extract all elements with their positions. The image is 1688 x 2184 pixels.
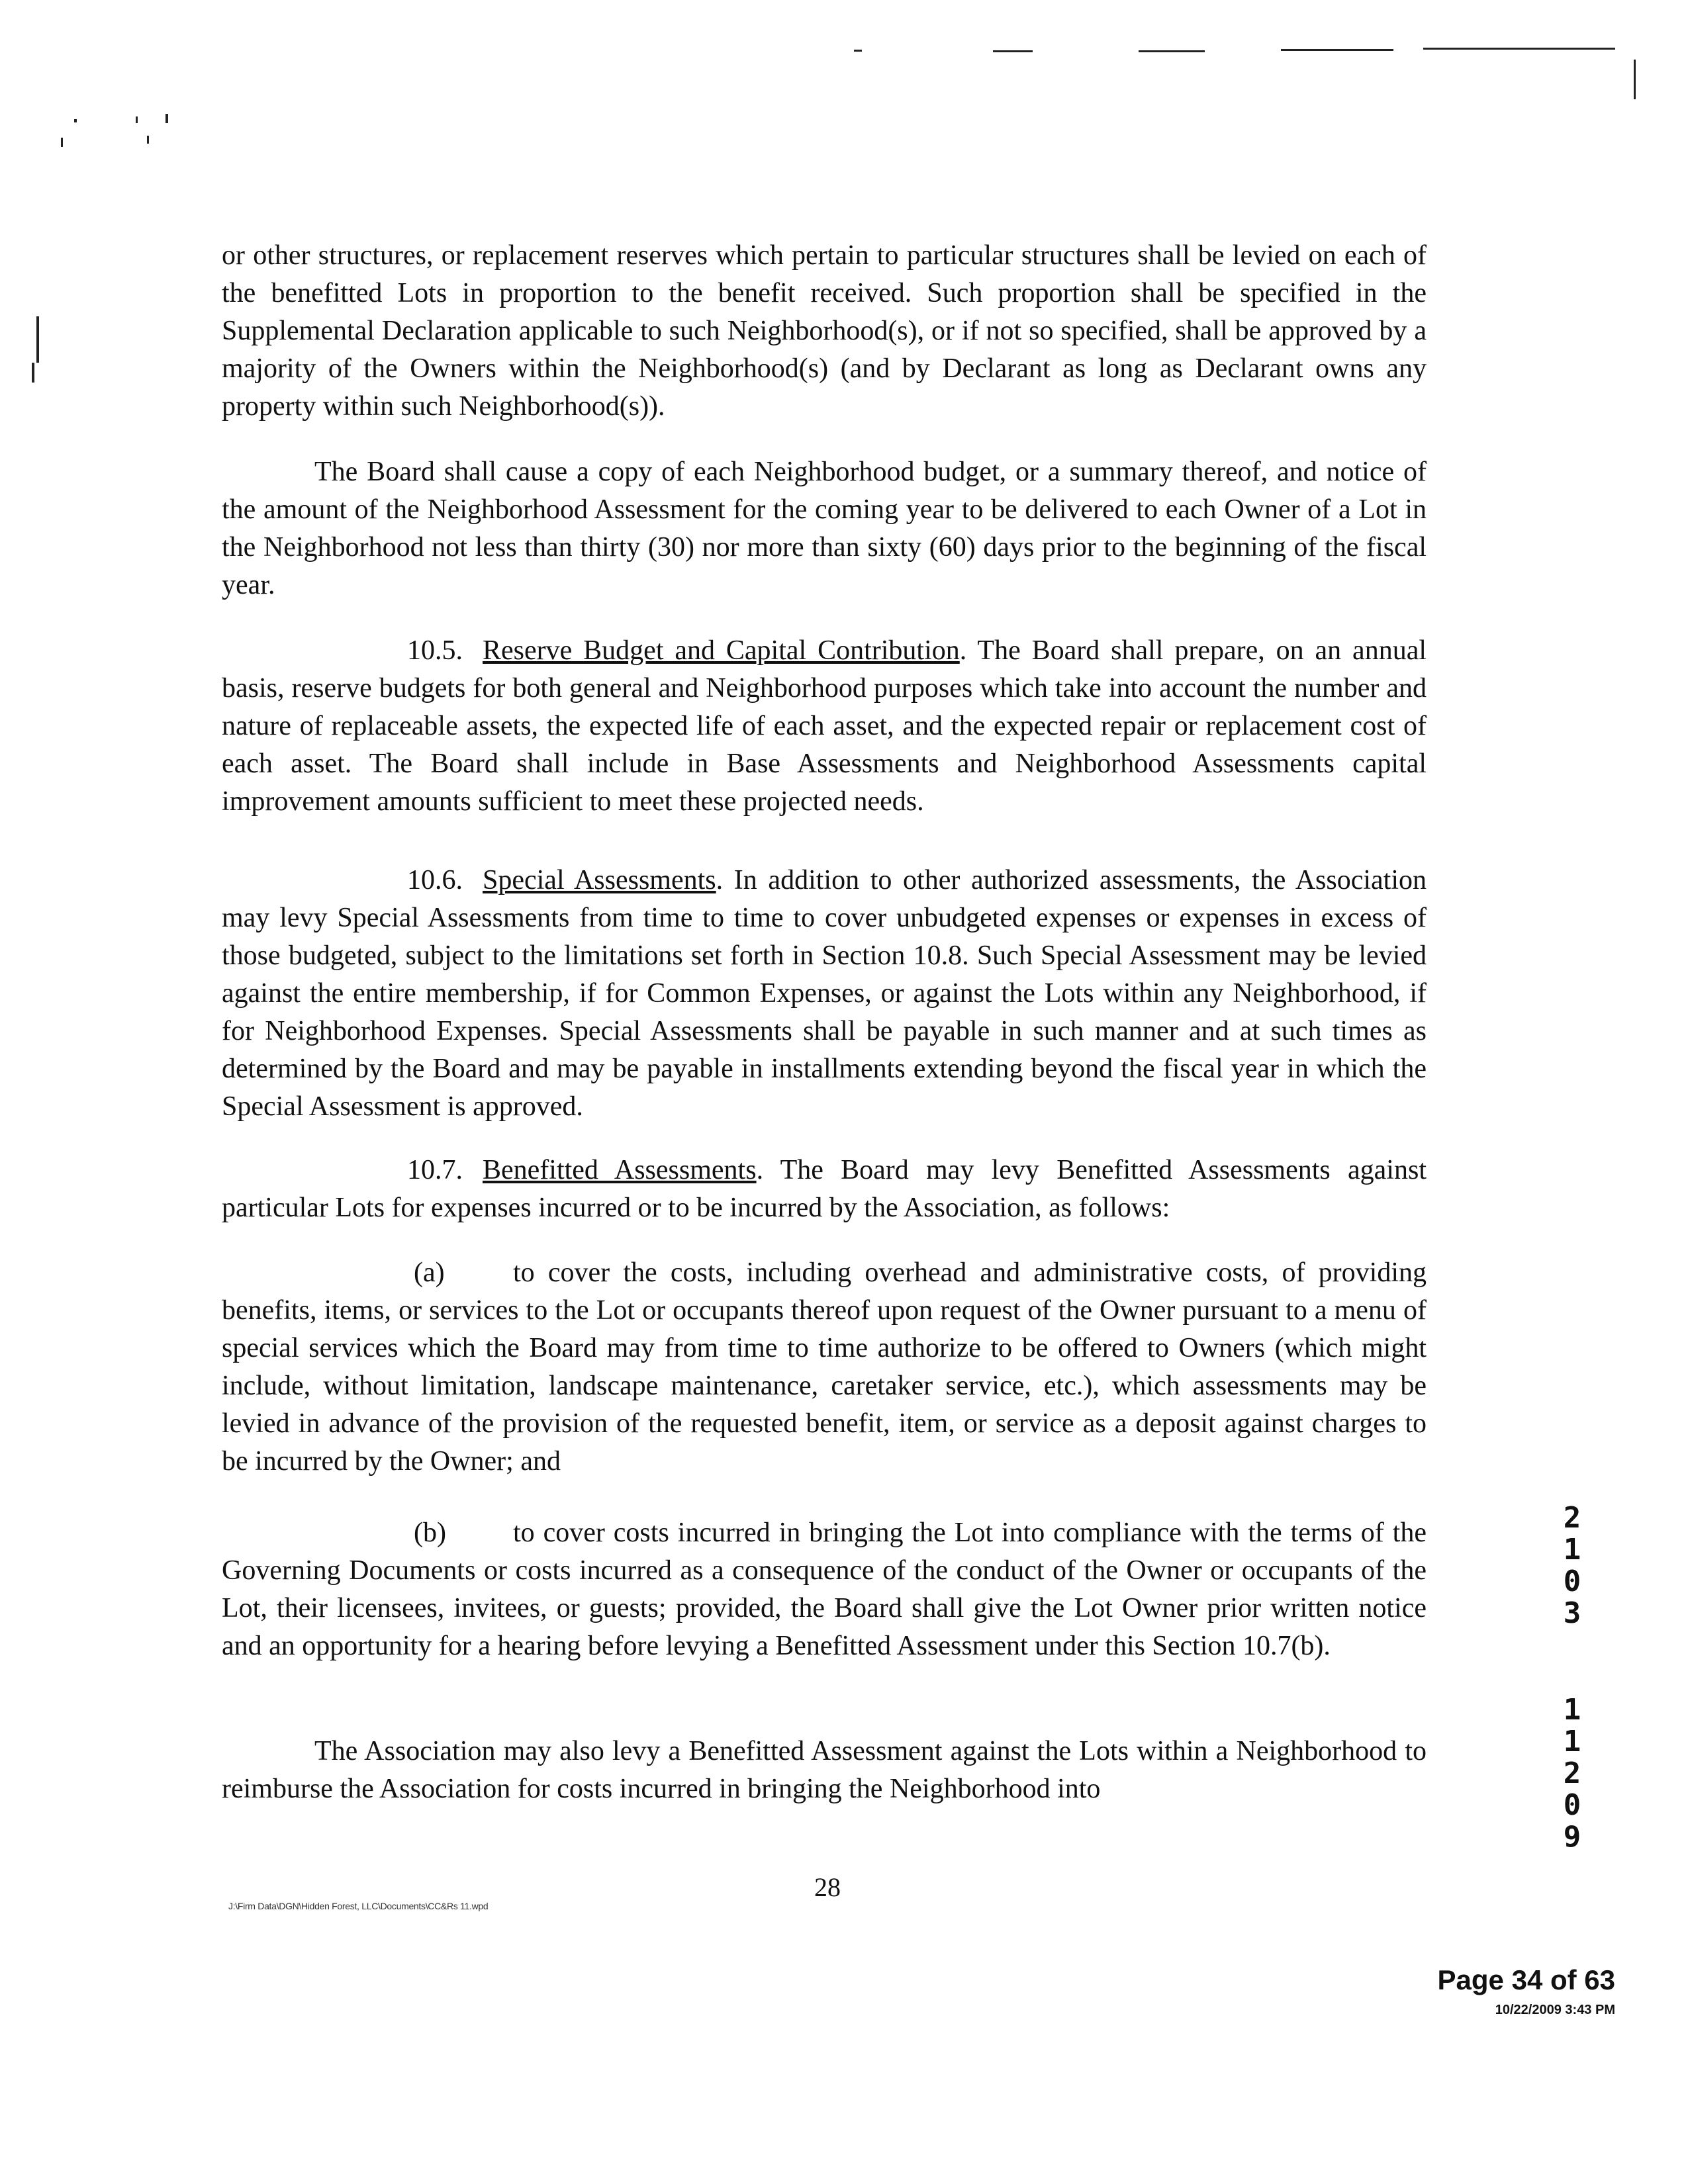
section-body: . In addition to other authorized assessments, the Association may levy Special Assessments from time to time to cover unbudgeted expenses or expenses in excess of those budgeted, subject to the limitations set forth in Section 10.8. Such Special Assessment may be levied against the entire membership, if for Common Expenses, or against the Lots within any Neighborhood, if for Neighborhood Expenses. Special Assessments shall be payable in such manner and at such times as determined by the Board and may be payable in installments extending beyond the fiscal year in which the Special Assessment is approved.: [222, 865, 1427, 1122]
scan-line-top: [854, 50, 862, 52]
print-timestamp: 10/22/2009 3:43 PM: [1495, 2003, 1615, 2017]
section-10-5: [222, 632, 1427, 821]
subitem-label: (b): [414, 1518, 446, 1548]
recording-digit: 0: [1563, 1565, 1581, 1598]
closing-paragraph: The Association may also levy a Benefitted Assessment against the Lots within a Neighborhood to reimburse the Association for costs incurred in bringing the Neighborhood into: [222, 1736, 1427, 1804]
recording-digit: 3: [1563, 1596, 1581, 1630]
scan-speck: [74, 119, 77, 122]
scan-speck: [61, 138, 63, 147]
subitem-a: [222, 1254, 1427, 1480]
recording-number-top: [1556, 1502, 1589, 1629]
paragraph-budget-notice: The Board shall cause a copy of each Neighborhood budget, or a summary thereof, and notice of the amount of the Neighborhood Assessment for the coming year to be delivered to each Owner of a Lot in the Neighborhood not less than thirty (30) nor more than sixty (60) days prior to the beginning of the fiscal year.: [222, 457, 1427, 600]
recording-digit: 1: [1563, 1693, 1581, 1727]
section-10-7: [222, 1152, 1427, 1227]
recording-digit: 2: [1563, 1756, 1581, 1790]
scan-speck: [136, 116, 138, 123]
recording-digit: 0: [1563, 1788, 1581, 1822]
section-heading: Special Assessments: [483, 865, 716, 895]
scan-line-top: [993, 50, 1033, 52]
revision-bar: [36, 316, 39, 363]
scan-line-top: [1139, 50, 1205, 52]
file-path: J:\Firm Data\DGN\Hidden Forest, LLC\Documents\CC&Rs 11.wpd: [228, 1901, 489, 1911]
scan-speck: [147, 136, 149, 144]
page-number: 28: [814, 1872, 841, 1902]
section-number: 10.7.: [407, 1155, 463, 1185]
recording-digit: 2: [1563, 1501, 1581, 1535]
section-number: 10.6.: [407, 865, 463, 895]
scan-line-top: [1281, 49, 1393, 51]
scan-line-top: [1423, 48, 1615, 50]
recording-number-bottom: [1556, 1694, 1589, 1853]
paragraph-continuation: or other structures, or replacement reserves which pertain to particular structures shall be levied on each of the benefitted Lots in proportion to the benefit received. Such proportion shall be specified in the Supplemental Declaration applicable to such Neighborhood(s), or if not so specified, shall be approved by a majority of the Owners within the Neighborhood(s) (and by Declarant as long as Declarant owns any property within such Neighborhood(s)).: [222, 240, 1427, 422]
section-heading: Reserve Budget and Capital Contribution: [483, 635, 960, 666]
section-body: . The Board may levy Benefitted Assessments against particular Lots for expenses incurred or to be incurred by the Association, as follows:: [222, 1155, 1427, 1223]
recording-digit: 1: [1563, 1533, 1581, 1567]
subitem-label: (a): [414, 1257, 445, 1288]
subitem-text: to cover costs incurred in bringing the Lot into compliance with the terms of the Governing Documents or costs incurred as a consequence of the conduct of the Owner or occupants of the Lot, their licensees, invitees, or guests; provided, the Board shall give the Lot Owner prior written notice and an opportunity for a hearing before levying a Benefitted Assessment under this Section 10.7(b).: [222, 1518, 1427, 1661]
page-of-total: Page 34 of 63: [1437, 1964, 1615, 1995]
subitem-text: to cover the costs, including overhead and administrative costs, of providing benefits, items, or services to the Lot or occupants thereof upon request of the Owner pursuant to a menu of special services which the Board may from time to time authorize to be offered to Owners (which might include, without limitation, landscape maintenance, caretaker service, etc.), which assessments may be levied in advance of the provision of the requested benefit, item, or service as a deposit against charges to be incurred by the Owner; and: [222, 1257, 1427, 1477]
recording-digit: 1: [1563, 1725, 1581, 1758]
recording-digit: 9: [1563, 1820, 1581, 1854]
section-number: 10.5.: [407, 635, 463, 666]
section-body: . The Board shall prepare, on an annual basis, reserve budgets for both general and Neighborhood purposes which take into account the number and nature of replaceable assets, the expected life of each asset, and the expected repair or replacement cost of each asset. The Board shall include in Base Assessments and Neighborhood Assessments capital improvement amounts sufficient to meet these projected needs.: [222, 635, 1427, 817]
section-10-6: [222, 862, 1427, 1126]
revision-bar: [32, 363, 34, 383]
scan-speck: [1634, 60, 1636, 99]
section-heading: Benefitted Assessments: [483, 1155, 757, 1185]
subitem-b: [222, 1514, 1427, 1665]
scan-speck: [165, 114, 168, 123]
